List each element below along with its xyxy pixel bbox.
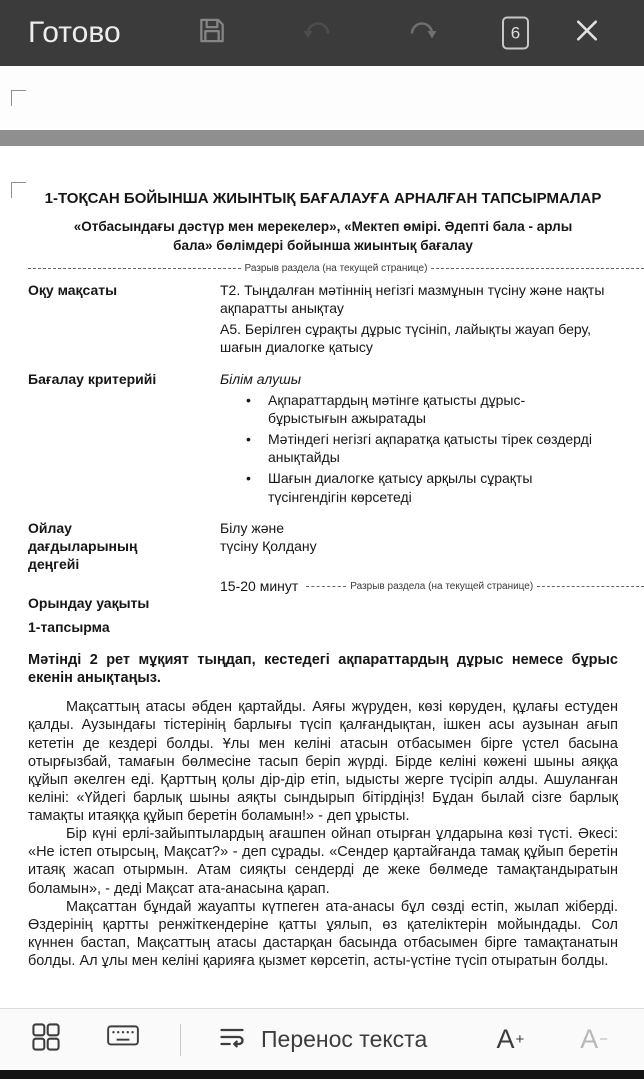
section-break: [220, 577, 644, 595]
close-button[interactable]: [572, 16, 602, 51]
system-nav-bar[interactable]: [0, 1070, 644, 1079]
top-toolbar: [0, 0, 644, 66]
table-row-study-goal: [28, 281, 618, 360]
dashed-line: [431, 268, 644, 269]
list-item: [220, 430, 618, 466]
previous-page-fragment[interactable]: [0, 66, 644, 130]
bottom-toolbar: [0, 1008, 644, 1070]
undo-button[interactable]: [300, 15, 336, 52]
task-instruction: Мәтінді 2 рет мұқият тыңдап, кестедегі ақпараттардың дұрыс немесе бұрыс екенін анықтаңыз.: [28, 651, 618, 687]
study-goal-value: [220, 281, 618, 360]
thinking-level-label: Ойлау дағдыларының деңгейі: [28, 519, 138, 573]
criteria-value: [220, 370, 618, 509]
text-wrap-label: Перенос текста: [261, 1026, 428, 1052]
text-wrap-icon: [217, 1023, 247, 1056]
bullet-text: Шағын диалогке қатысу арқылы сұрақты түсінгендігін көрсетеді: [268, 470, 533, 505]
study-goal-line: Т2. Тыңдалған мәтіннің негізгі мазмұнын түсіну және нақты ақпаратты анықтау: [220, 281, 605, 316]
table-row-thinking-level: [28, 519, 618, 574]
document-title: 1-ТОҚСАН БОЙЫНША ЖИЫНТЫҚ БАҒАЛАУҒА АРНАЛҒАН ТАПСЫРМАЛАР: [44, 190, 602, 207]
minus-sign: −: [599, 1031, 608, 1048]
redo-icon: [404, 15, 440, 52]
text-wrap-button[interactable]: [217, 1023, 427, 1056]
font-increase-button[interactable]: A +: [496, 1024, 525, 1054]
body-paragraph: Мақсаттан бұндай жауапты күтпеген ата-анасы бұл сөзді естіп, жылап жіберді. Өздерінің қартты ренжіткендеріне қатты ұялып, өз қателіктерін мойындады. Сол күннен бастап, Мақсаттың атасы дастарқан басында отбасымен бірге тамақтанатын болды. Ал ұлы мен келіні қарияға қызмет көрсетіп, асты-үстіне түсіп отыратын болды.: [28, 898, 618, 970]
duration-value-cell: [220, 577, 618, 612]
body-paragraph: Бір күні ерлі-зайыптылардың ағашпен ойнап отырған ұлдарына көзі түсті. Әкесі: «Не істеп отырсың, Мақсат?» - деп сұрады. «Сендер қартайғанда тамақ құйып беретін итаяқ жасап отырмын. Атам сияқты сендерді де жеке бөлмеде тамақтандыратын боламын», - деді Мақсат ата-анасына қарап.: [28, 826, 618, 897]
redo-button[interactable]: [404, 15, 440, 52]
section-break-label: Разрыв раздела (на текущей странице): [350, 581, 534, 592]
margin-corner-mark: [11, 90, 26, 106]
close-icon: [572, 16, 602, 51]
criteria-list: [220, 391, 618, 506]
document-content: [0, 146, 644, 970]
keyboard-button[interactable]: [106, 1023, 140, 1056]
bullet-marker: •: [246, 431, 251, 448]
duration-value: 15-20 минут: [220, 578, 299, 595]
study-goal-label: Оқу мақсаты: [28, 281, 118, 298]
document-subtitle: «Отбасындағы дәстүр мен мерекелер», «Мектеп өмірі. Әдепті бала - арлы бала» бөлімдері бойынша жиынтық бағалау: [73, 219, 573, 253]
dashed-line: [306, 586, 346, 587]
toolbar-divider: [180, 1024, 181, 1056]
criteria-label: Бағалау критерийі: [28, 370, 157, 387]
section-break: [28, 263, 644, 274]
blocks-grid-icon: [30, 1021, 62, 1058]
thinking-level-value: Білу және түсіну Қолдану: [220, 519, 317, 555]
bullet-text: Мәтіндегі негізгі ақпаратқа қатысты тірек сөздерді анықтайды: [268, 431, 592, 466]
tools-button[interactable]: [30, 1021, 62, 1058]
page-gap: [0, 130, 644, 146]
bullet-marker: •: [246, 470, 251, 487]
bullet-text: Ақпараттардың мәтінге қатысты дұрыс-бұрыстығын ажыратады: [268, 391, 526, 426]
table-row-criteria: [28, 370, 618, 509]
margin-corner-mark: [11, 182, 26, 198]
plus-sign: +: [515, 1031, 525, 1048]
dashed-line: [28, 268, 241, 269]
bullet-marker: •: [246, 391, 251, 408]
table-row-duration: [28, 577, 618, 612]
undo-icon: [300, 15, 336, 52]
criteria-intro: Білім алушы: [220, 370, 302, 387]
done-button[interactable]: Готово: [28, 16, 121, 49]
font-decrease-button[interactable]: A −: [580, 1024, 608, 1054]
document-page[interactable]: [0, 146, 644, 1008]
page-number-indicator[interactable]: 6: [502, 17, 529, 50]
body-text: [28, 698, 618, 970]
dashed-line: [537, 586, 644, 587]
list-item: [220, 469, 618, 505]
study-goal-line: А5. Берілген сұрақты дұрыс түсініп, лайықты жауап беру, шағын диалогке қатысу: [220, 321, 592, 356]
list-item: [220, 391, 618, 427]
assessment-table: [28, 281, 618, 635]
duration-label: Орындау уақыты: [28, 595, 150, 612]
save-button[interactable]: [196, 15, 228, 52]
body-paragraph: Мақсаттың атасы әбден қартайды. Аяғы жүруден, көзі көруден, құлағы естуден қалды. Аузындағы тістерінің барлығы түсіп қалғандықтан, ішкен асы аузынан ағып кететін де кездері болды. Ұлы мен келіні атасын отбасымен бірге үстел басына отырғызбай, тамағын бөлмесіне тасып беріп жүрді. Бірде келіні көжені шыны аяққа құйып әкелген еді. Қарттың қолы дір-дір етіп, ыдысты жерге түсіріп алды. Ашуланған келіні: «Үйдегі барлық шыны аяқты сындырып бітірдіңіз! Бұдан былай сізге барлық тамақты итаяққа құйып беретін боламын!» - деп ұрысты.: [28, 699, 618, 825]
section-break-label: Разрыв раздела (на текущей странице): [244, 262, 428, 274]
save-icon: [196, 15, 228, 52]
keyboard-icon: [106, 1023, 140, 1056]
task-label: 1-тапсырма: [28, 618, 110, 635]
